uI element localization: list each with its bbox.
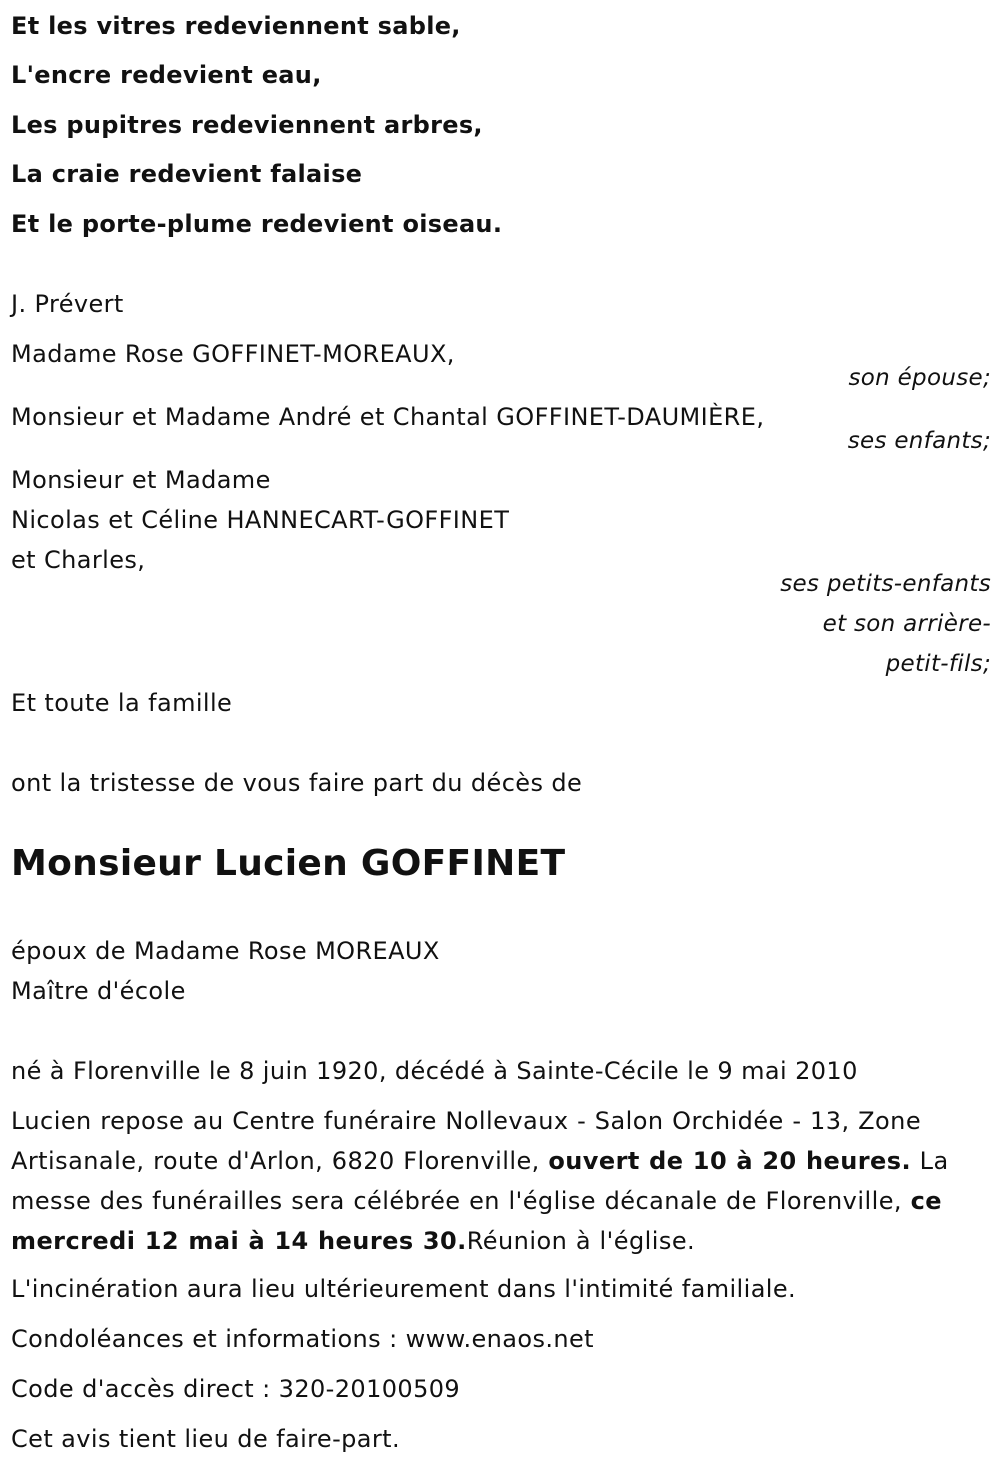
children-relation: ses enfants; xyxy=(847,428,991,454)
access-code: Code d'accès direct : 320-20100509 xyxy=(11,1375,461,1403)
spouse-name: Madame Rose GOFFINET-MOREAUX, xyxy=(11,340,455,368)
condolences: Condoléances et informations : www.enaos.net xyxy=(11,1325,594,1353)
poem-line-2: L'encre redevient eau, xyxy=(11,61,322,89)
grandchildren-relation-line-1: ses petits-enfants xyxy=(780,571,991,597)
announcement: ont la tristesse de vous faire part du décès de xyxy=(11,769,583,797)
grandchildren-line-1: Monsieur et Madame xyxy=(11,466,271,494)
poem-line-5: Et le porte-plume redevient oiseau. xyxy=(11,210,503,238)
funeral-details xyxy=(11,1101,996,1261)
grandchildren-line-3: et Charles, xyxy=(11,546,146,574)
grandchildren-line-2: Nicolas et Céline HANNECART-GOFFINET xyxy=(11,506,510,534)
cremation: L'incinération aura lieu ultérieurement dans l'intimité familiale. xyxy=(11,1275,797,1303)
grandchildren-relation-line-3: petit-fils; xyxy=(885,651,991,677)
funeral-text-3: Réunion à l'église. xyxy=(466,1227,696,1255)
funeral-text-2: La messe des funérailles sera célébrée en l'église décanale de Florenville, xyxy=(11,1147,949,1215)
visiting-hours: ouvert de 10 à 20 heures. xyxy=(548,1147,912,1175)
poem-author: J. Prévert xyxy=(11,290,124,318)
children-name: Monsieur et Madame André et Chantal GOFFINET-DAUMIÈRE, xyxy=(11,403,765,431)
grandchildren-relation-line-2: et son arrière- xyxy=(822,611,991,637)
poem-line-4: La craie redevient falaise xyxy=(11,160,363,188)
spouse-relation: son épouse; xyxy=(848,365,991,391)
funeral-text-1: Lucien repose au Centre funéraire Nollevaux - Salon Orchidée - 13, Zone Artisanale, route d'Arlon, 6820 Florenville, xyxy=(11,1107,922,1175)
birth-death: né à Florenville le 8 juin 1920, décédé à Sainte-Cécile le 9 mai 2010 xyxy=(11,1057,858,1085)
service-time: ce mercredi 12 mai à 14 heures 30. xyxy=(11,1187,942,1255)
profession: Maître d'école xyxy=(11,977,186,1005)
poem-line-1: Et les vitres redeviennent sable, xyxy=(11,12,461,40)
deceased-name: Monsieur Lucien GOFFINET xyxy=(11,843,566,884)
poem-line-3: Les pupitres redeviennent arbres, xyxy=(11,111,483,139)
whole-family: Et toute la famille xyxy=(11,689,233,717)
spouse-of: époux de Madame Rose MOREAUX xyxy=(11,937,440,965)
notice: Cet avis tient lieu de faire-part. xyxy=(11,1425,400,1453)
